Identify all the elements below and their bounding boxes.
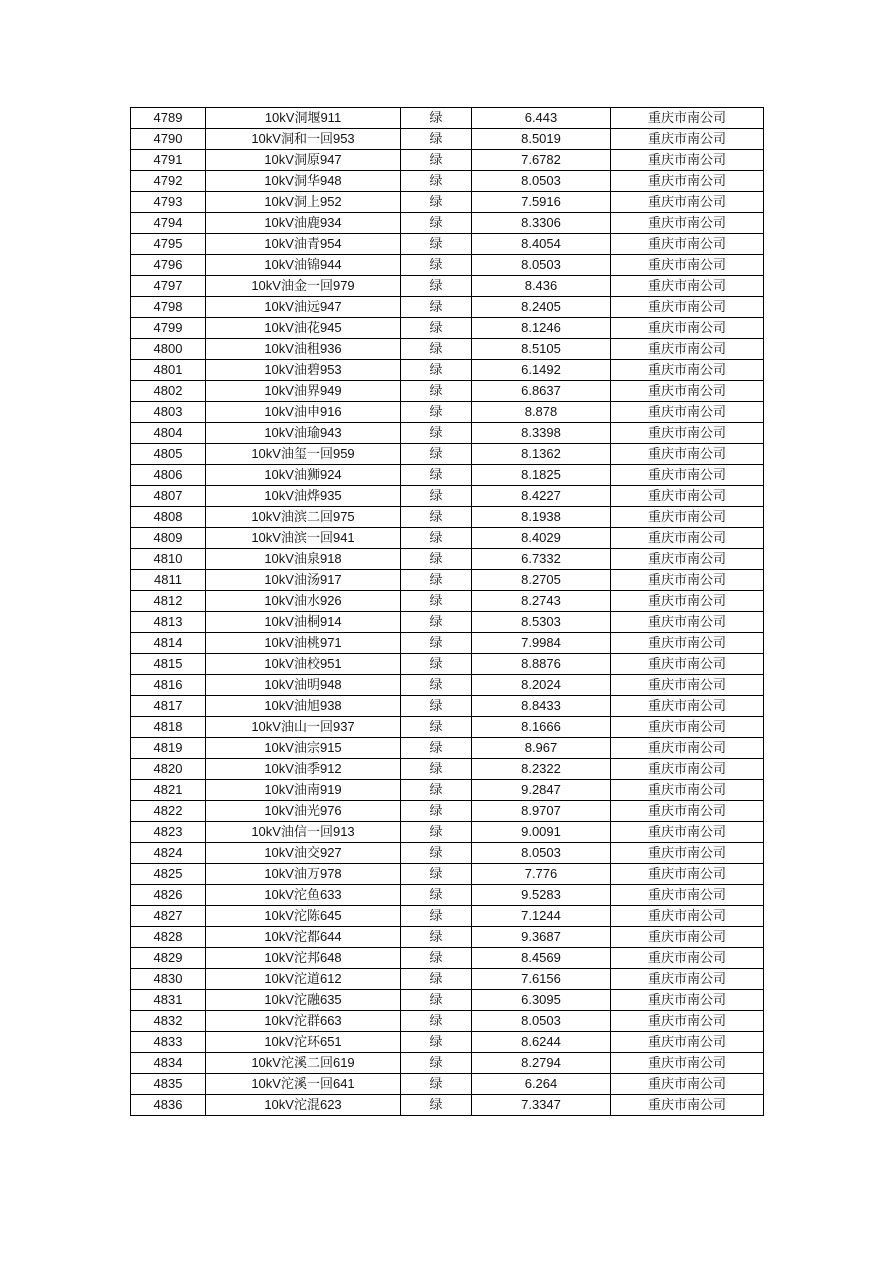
status-cell: 绿 [401,297,472,318]
company-cell: 重庆市南公司 [611,549,764,570]
row-id-cell: 4796 [131,255,206,276]
feeder-name-cell: 10kV油瑜943 [206,423,401,444]
row-id-cell: 4819 [131,738,206,759]
status-cell: 绿 [401,339,472,360]
table-row [131,171,764,192]
value-cell: 6.443 [472,108,611,129]
feeder-name-cell: 10kV油季912 [206,759,401,780]
feeder-name-cell: 10kV油光976 [206,801,401,822]
row-id-cell: 4818 [131,717,206,738]
company-cell: 重庆市南公司 [611,171,764,192]
status-cell: 绿 [401,234,472,255]
feeder-name-cell: 10kV沱溪二回619 [206,1053,401,1074]
company-cell: 重庆市南公司 [611,360,764,381]
table-row [131,213,764,234]
row-id-cell: 4823 [131,822,206,843]
row-id-cell: 4833 [131,1032,206,1053]
company-cell: 重庆市南公司 [611,696,764,717]
row-id-cell: 4801 [131,360,206,381]
row-id-cell: 4820 [131,759,206,780]
feeder-name-cell: 10kV油明948 [206,675,401,696]
company-cell: 重庆市南公司 [611,528,764,549]
row-id-cell: 4812 [131,591,206,612]
company-cell: 重庆市南公司 [611,591,764,612]
feeder-name-cell: 10kV沱混623 [206,1095,401,1116]
status-cell: 绿 [401,108,472,129]
feeder-name-cell: 10kV油旭938 [206,696,401,717]
company-cell: 重庆市南公司 [611,612,764,633]
feeder-table-body [131,108,764,1116]
table-row [131,507,764,528]
company-cell: 重庆市南公司 [611,1032,764,1053]
feeder-name-cell: 10kV油青954 [206,234,401,255]
table-row [131,465,764,486]
feeder-name-cell: 10kV油锦944 [206,255,401,276]
table-row [131,822,764,843]
table-row [131,360,764,381]
status-cell: 绿 [401,402,472,423]
status-cell: 绿 [401,444,472,465]
row-id-cell: 4816 [131,675,206,696]
company-cell: 重庆市南公司 [611,402,764,423]
feeder-name-cell: 10kV油申916 [206,402,401,423]
company-cell: 重庆市南公司 [611,381,764,402]
feeder-name-cell: 10kV油交927 [206,843,401,864]
value-cell: 9.0091 [472,822,611,843]
company-cell: 重庆市南公司 [611,654,764,675]
status-cell: 绿 [401,465,472,486]
company-cell: 重庆市南公司 [611,675,764,696]
status-cell: 绿 [401,1053,472,1074]
value-cell: 8.3398 [472,423,611,444]
row-id-cell: 4834 [131,1053,206,1074]
company-cell: 重庆市南公司 [611,1011,764,1032]
row-id-cell: 4800 [131,339,206,360]
value-cell: 9.3687 [472,927,611,948]
table-row [131,591,764,612]
table-row [131,969,764,990]
status-cell: 绿 [401,150,472,171]
company-cell: 重庆市南公司 [611,864,764,885]
value-cell: 8.8433 [472,696,611,717]
feeder-name-cell: 10kV油远947 [206,297,401,318]
feeder-name-cell: 10kV油烨935 [206,486,401,507]
value-cell: 8.436 [472,276,611,297]
table-row [131,633,764,654]
company-cell: 重庆市南公司 [611,339,764,360]
feeder-name-cell: 10kV油狮924 [206,465,401,486]
table-row [131,192,764,213]
row-id-cell: 4835 [131,1074,206,1095]
row-id-cell: 4798 [131,297,206,318]
value-cell: 8.0503 [472,843,611,864]
table-row [131,129,764,150]
table-row [131,381,764,402]
table-row [131,696,764,717]
company-cell: 重庆市南公司 [611,276,764,297]
feeder-name-cell: 10kV沱溪一回641 [206,1074,401,1095]
status-cell: 绿 [401,129,472,150]
status-cell: 绿 [401,969,472,990]
row-id-cell: 4811 [131,570,206,591]
status-cell: 绿 [401,360,472,381]
feeder-name-cell: 10kV沱鱼633 [206,885,401,906]
row-id-cell: 4814 [131,633,206,654]
value-cell: 8.8876 [472,654,611,675]
status-cell: 绿 [401,696,472,717]
feeder-name-cell: 10kV油山一回937 [206,717,401,738]
value-cell: 8.1246 [472,318,611,339]
value-cell: 8.2322 [472,759,611,780]
status-cell: 绿 [401,717,472,738]
company-cell: 重庆市南公司 [611,255,764,276]
row-id-cell: 4809 [131,528,206,549]
status-cell: 绿 [401,885,472,906]
table-row [131,927,764,948]
feeder-table [130,107,764,1116]
row-id-cell: 4830 [131,969,206,990]
table-row [131,843,764,864]
table-row [131,486,764,507]
row-id-cell: 4791 [131,150,206,171]
row-id-cell: 4827 [131,906,206,927]
row-id-cell: 4802 [131,381,206,402]
feeder-name-cell: 10kV油桐914 [206,612,401,633]
row-id-cell: 4817 [131,696,206,717]
feeder-name-cell: 10kV沱融635 [206,990,401,1011]
table-row [131,717,764,738]
table-row [131,990,764,1011]
value-cell: 8.967 [472,738,611,759]
table-row [131,948,764,969]
company-cell: 重庆市南公司 [611,444,764,465]
status-cell: 绿 [401,507,472,528]
table-row [131,339,764,360]
value-cell: 8.5105 [472,339,611,360]
row-id-cell: 4813 [131,612,206,633]
company-cell: 重庆市南公司 [611,780,764,801]
table-row [131,675,764,696]
feeder-name-cell: 10kV油滨二回975 [206,507,401,528]
company-cell: 重庆市南公司 [611,570,764,591]
value-cell: 8.0503 [472,1011,611,1032]
value-cell: 8.2743 [472,591,611,612]
status-cell: 绿 [401,738,472,759]
row-id-cell: 4829 [131,948,206,969]
table-row [131,423,764,444]
row-id-cell: 4828 [131,927,206,948]
table-row [131,1095,764,1116]
value-cell: 8.5019 [472,129,611,150]
row-id-cell: 4825 [131,864,206,885]
status-cell: 绿 [401,822,472,843]
status-cell: 绿 [401,759,472,780]
table-row [131,108,764,129]
company-cell: 重庆市南公司 [611,465,764,486]
table-row [131,318,764,339]
row-id-cell: 4824 [131,843,206,864]
value-cell: 6.8637 [472,381,611,402]
table-row [131,1011,764,1032]
table-row [131,738,764,759]
feeder-name-cell: 10kV沱群663 [206,1011,401,1032]
value-cell: 8.4029 [472,528,611,549]
table-row [131,570,764,591]
feeder-name-cell: 10kV油水926 [206,591,401,612]
feeder-name-cell: 10kV油万978 [206,864,401,885]
status-cell: 绿 [401,843,472,864]
value-cell: 6.3095 [472,990,611,1011]
feeder-name-cell: 10kV沱都644 [206,927,401,948]
company-cell: 重庆市南公司 [611,759,764,780]
company-cell: 重庆市南公司 [611,1053,764,1074]
value-cell: 8.878 [472,402,611,423]
table-row [131,255,764,276]
status-cell: 绿 [401,1032,472,1053]
table-row [131,528,764,549]
status-cell: 绿 [401,591,472,612]
status-cell: 绿 [401,255,472,276]
value-cell: 8.4569 [472,948,611,969]
feeder-name-cell: 10kV油鹿934 [206,213,401,234]
status-cell: 绿 [401,948,472,969]
row-id-cell: 4807 [131,486,206,507]
status-cell: 绿 [401,906,472,927]
company-cell: 重庆市南公司 [611,633,764,654]
company-cell: 重庆市南公司 [611,885,764,906]
table-row [131,885,764,906]
value-cell: 8.4054 [472,234,611,255]
row-id-cell: 4826 [131,885,206,906]
feeder-name-cell: 10kV油金一回979 [206,276,401,297]
row-id-cell: 4794 [131,213,206,234]
row-id-cell: 4795 [131,234,206,255]
company-cell: 重庆市南公司 [611,234,764,255]
row-id-cell: 4836 [131,1095,206,1116]
company-cell: 重庆市南公司 [611,423,764,444]
value-cell: 8.0503 [472,171,611,192]
row-id-cell: 4810 [131,549,206,570]
status-cell: 绿 [401,528,472,549]
value-cell: 8.9707 [472,801,611,822]
company-cell: 重庆市南公司 [611,948,764,969]
value-cell: 7.3347 [472,1095,611,1116]
status-cell: 绿 [401,423,472,444]
table-row [131,1032,764,1053]
feeder-name-cell: 10kV油汤917 [206,570,401,591]
feeder-name-cell: 10kV沱陈645 [206,906,401,927]
company-cell: 重庆市南公司 [611,969,764,990]
row-id-cell: 4803 [131,402,206,423]
status-cell: 绿 [401,780,472,801]
value-cell: 7.776 [472,864,611,885]
row-id-cell: 4790 [131,129,206,150]
company-cell: 重庆市南公司 [611,801,764,822]
status-cell: 绿 [401,1074,472,1095]
feeder-name-cell: 10kV油泉918 [206,549,401,570]
company-cell: 重庆市南公司 [611,318,764,339]
row-id-cell: 4821 [131,780,206,801]
table-row [131,150,764,171]
company-cell: 重庆市南公司 [611,990,764,1011]
status-cell: 绿 [401,990,472,1011]
feeder-name-cell: 10kV油花945 [206,318,401,339]
company-cell: 重庆市南公司 [611,738,764,759]
value-cell: 8.3306 [472,213,611,234]
value-cell: 8.2794 [472,1053,611,1074]
feeder-name-cell: 10kV油桃971 [206,633,401,654]
value-cell: 8.1666 [472,717,611,738]
company-cell: 重庆市南公司 [611,1095,764,1116]
status-cell: 绿 [401,276,472,297]
status-cell: 绿 [401,864,472,885]
company-cell: 重庆市南公司 [611,213,764,234]
table-row [131,1053,764,1074]
row-id-cell: 4808 [131,507,206,528]
table-row [131,906,764,927]
value-cell: 7.9984 [472,633,611,654]
table-row [131,654,764,675]
status-cell: 绿 [401,549,472,570]
company-cell: 重庆市南公司 [611,717,764,738]
table-row [131,780,764,801]
value-cell: 8.2405 [472,297,611,318]
feeder-name-cell: 10kV油南919 [206,780,401,801]
row-id-cell: 4832 [131,1011,206,1032]
row-id-cell: 4797 [131,276,206,297]
feeder-name-cell: 10kV洞和一回953 [206,129,401,150]
company-cell: 重庆市南公司 [611,297,764,318]
feeder-name-cell: 10kV油界949 [206,381,401,402]
feeder-name-cell: 10kV洞华948 [206,171,401,192]
value-cell: 6.264 [472,1074,611,1095]
status-cell: 绿 [401,927,472,948]
company-cell: 重庆市南公司 [611,129,764,150]
feeder-name-cell: 10kV洞堰911 [206,108,401,129]
company-cell: 重庆市南公司 [611,843,764,864]
status-cell: 绿 [401,801,472,822]
table-row [131,444,764,465]
row-id-cell: 4793 [131,192,206,213]
value-cell: 8.5303 [472,612,611,633]
company-cell: 重庆市南公司 [611,822,764,843]
table-row [131,1074,764,1095]
feeder-name-cell: 10kV油玺一回959 [206,444,401,465]
value-cell: 7.1244 [472,906,611,927]
row-id-cell: 4831 [131,990,206,1011]
feeder-name-cell: 10kV沱道612 [206,969,401,990]
feeder-name-cell: 10kV洞原947 [206,150,401,171]
table-row [131,549,764,570]
table-row [131,297,764,318]
value-cell: 7.6782 [472,150,611,171]
company-cell: 重庆市南公司 [611,192,764,213]
value-cell: 8.2024 [472,675,611,696]
feeder-name-cell: 10kV沱环651 [206,1032,401,1053]
company-cell: 重庆市南公司 [611,906,764,927]
company-cell: 重庆市南公司 [611,927,764,948]
feeder-name-cell: 10kV沱邦648 [206,948,401,969]
feeder-name-cell: 10kV油宗915 [206,738,401,759]
value-cell: 8.2705 [472,570,611,591]
table-row [131,234,764,255]
row-id-cell: 4789 [131,108,206,129]
feeder-name-cell: 10kV油滨一回941 [206,528,401,549]
status-cell: 绿 [401,675,472,696]
company-cell: 重庆市南公司 [611,108,764,129]
value-cell: 8.0503 [472,255,611,276]
feeder-name-cell: 10kV油租936 [206,339,401,360]
company-cell: 重庆市南公司 [611,507,764,528]
table-row [131,402,764,423]
table-row [131,612,764,633]
status-cell: 绿 [401,1011,472,1032]
status-cell: 绿 [401,213,472,234]
feeder-name-cell: 10kV洞上952 [206,192,401,213]
feeder-name-cell: 10kV油碧953 [206,360,401,381]
company-cell: 重庆市南公司 [611,486,764,507]
status-cell: 绿 [401,171,472,192]
status-cell: 绿 [401,486,472,507]
row-id-cell: 4822 [131,801,206,822]
row-id-cell: 4799 [131,318,206,339]
table-row [131,801,764,822]
value-cell: 8.6244 [472,1032,611,1053]
value-cell: 8.1362 [472,444,611,465]
status-cell: 绿 [401,318,472,339]
status-cell: 绿 [401,654,472,675]
row-id-cell: 4815 [131,654,206,675]
status-cell: 绿 [401,633,472,654]
value-cell: 9.2847 [472,780,611,801]
company-cell: 重庆市南公司 [611,150,764,171]
table-row [131,759,764,780]
feeder-name-cell: 10kV油校951 [206,654,401,675]
value-cell: 8.1825 [472,465,611,486]
table-row [131,276,764,297]
status-cell: 绿 [401,570,472,591]
value-cell: 6.7332 [472,549,611,570]
feeder-name-cell: 10kV油信一回913 [206,822,401,843]
row-id-cell: 4806 [131,465,206,486]
company-cell: 重庆市南公司 [611,1074,764,1095]
table-row [131,864,764,885]
value-cell: 7.6156 [472,969,611,990]
row-id-cell: 4804 [131,423,206,444]
value-cell: 8.1938 [472,507,611,528]
status-cell: 绿 [401,1095,472,1116]
status-cell: 绿 [401,192,472,213]
value-cell: 9.5283 [472,885,611,906]
value-cell: 7.5916 [472,192,611,213]
status-cell: 绿 [401,612,472,633]
row-id-cell: 4792 [131,171,206,192]
row-id-cell: 4805 [131,444,206,465]
value-cell: 6.1492 [472,360,611,381]
value-cell: 8.4227 [472,486,611,507]
status-cell: 绿 [401,381,472,402]
